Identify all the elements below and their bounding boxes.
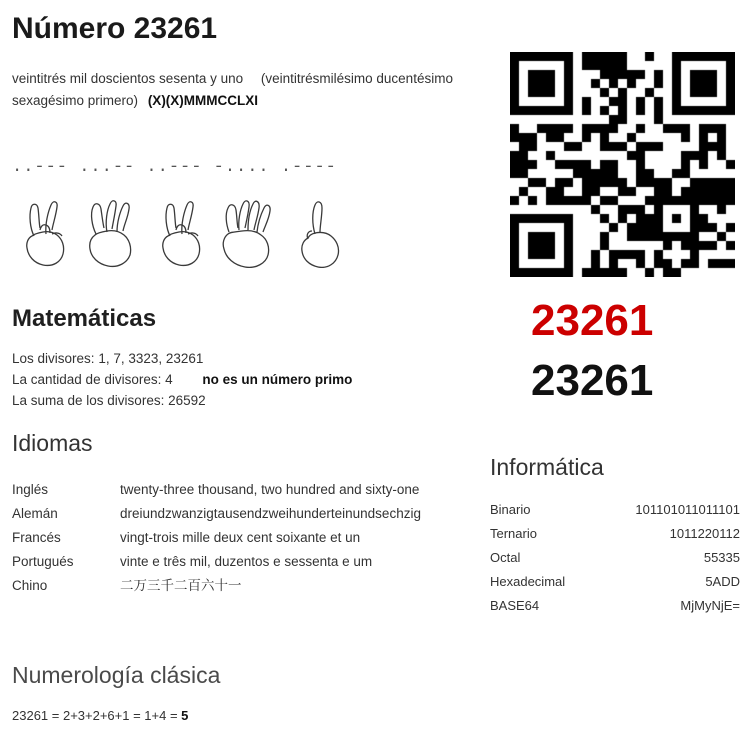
numerology-expression-text: 23261 = 2+3+2+6+1 = 1+4 = (12, 708, 182, 723)
divisor-count-value: 4 (165, 372, 173, 387)
table-row (12, 502, 472, 526)
language-value: twenty-three thousand, two hundred and sixty-one (120, 482, 420, 497)
section-heading-math: Matemáticas (12, 305, 157, 332)
roman-numeral: (X)(X)MMMCCLXI (147, 93, 259, 108)
base-name: Hexadecimal (490, 574, 566, 589)
informatics-table (490, 498, 740, 618)
primality-note: no es un número primo (202, 372, 353, 387)
table-row (490, 522, 740, 546)
section-heading-informatics: Informática (490, 454, 604, 480)
base-value: 1011220112 (669, 526, 740, 541)
numerology-result: 5 (181, 708, 189, 723)
morse-code: ..--- ...-- ..--- -.... .---- (12, 158, 337, 177)
divisor-count-label: La cantidad de divisores: (12, 372, 162, 387)
language-value: 二万三千二百六十一 (120, 578, 242, 593)
base-name: Octal (490, 550, 521, 565)
section-heading-languages: Idiomas (12, 430, 93, 456)
language-value: vingt-trois mille deux cent soixante et un (120, 530, 361, 545)
base-value: 101101011011101 (635, 502, 740, 517)
base-value: 5ADD (705, 574, 740, 589)
table-row (490, 570, 740, 594)
divisor-count-row (12, 369, 472, 390)
hand-sign-icon (148, 190, 214, 268)
divisor-sum-label: La suma de los divisores: (12, 393, 165, 408)
qr-code-canvas (510, 52, 735, 277)
numerology-expression (12, 708, 188, 723)
qr-code (510, 52, 735, 277)
section-heading-numerology: Numerología clásica (12, 662, 221, 688)
languages-table (12, 478, 472, 598)
table-row (490, 546, 740, 570)
table-row (490, 498, 740, 522)
base-name: BASE64 (490, 598, 540, 613)
base-value: 55335 (703, 550, 740, 565)
divisors-row (12, 348, 472, 369)
page-title: Número 23261 (12, 12, 218, 45)
divisor-sum-value: 26592 (168, 393, 206, 408)
table-row (490, 594, 740, 618)
hand-sign-icon (12, 190, 78, 268)
number-ordinal-words: (veintitrésmilésimo ducentésimo sexagésimo primero) (12, 71, 453, 108)
table-row (12, 526, 472, 550)
math-details (12, 348, 472, 411)
language-value: vinte e três mil, duzentos e sessenta e um (120, 554, 373, 569)
language-name: Inglés (12, 482, 49, 497)
divisors-value: 1, 7, 3323, 23261 (98, 351, 204, 366)
hand-sign-icon (284, 190, 350, 268)
divisors-label: Los divisores: (12, 351, 95, 366)
big-number-black: 23261 (531, 356, 654, 405)
base-name: Ternario (490, 526, 537, 541)
hand-sign-icon (216, 190, 282, 268)
table-row (12, 550, 472, 574)
base-value: MjMyNjE= (680, 598, 740, 613)
number-in-words (12, 68, 482, 112)
hand-sign-digits (12, 190, 362, 270)
table-row (12, 478, 472, 502)
number-words: veintitrés mil doscientos sesenta y uno (12, 71, 244, 86)
base-name: Binario (490, 502, 531, 517)
language-value: dreiundzwanzigtausendzweihunderteinundsechzig (120, 506, 421, 521)
hand-sign-icon (80, 190, 146, 268)
language-name: Francés (12, 530, 61, 545)
language-name: Chino (12, 578, 48, 593)
big-number-red: 23261 (531, 296, 654, 345)
divisor-sum-row (12, 390, 472, 411)
table-row (12, 574, 472, 598)
language-name: Portugués (12, 554, 74, 569)
language-name: Alemán (12, 506, 58, 521)
